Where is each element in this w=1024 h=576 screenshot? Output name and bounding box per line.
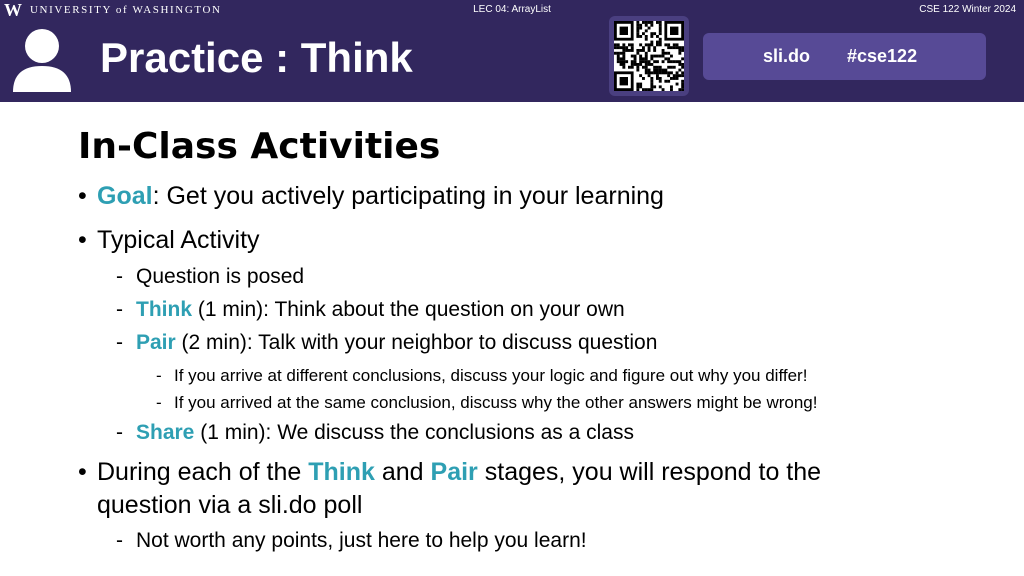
header-bar (0, 0, 1024, 102)
dash-marker: - (116, 331, 123, 354)
think-label: Think (136, 298, 192, 321)
slido-badge[interactable] (703, 33, 986, 80)
uw-wordmark: UNIVERSITY of WASHINGTON (30, 4, 222, 16)
dash-marker: - (116, 421, 123, 444)
during-text-1: During each of the (97, 458, 309, 486)
bullet-marker: • (78, 182, 87, 210)
slido-site: sli.do (763, 46, 811, 66)
sub-text-same: If you arrived at the same conclusion, discuss why the other answers might be wrong! (174, 393, 818, 412)
slide-title: Practice : Think (100, 34, 413, 81)
typical-bullet (78, 226, 260, 255)
sub-item-different (156, 366, 807, 386)
dash-marker: - (116, 298, 123, 321)
during-bullet-continued (78, 491, 362, 520)
slido-code: #cse122 (847, 46, 918, 66)
during-text-3: stages, you will respond to the (477, 458, 822, 486)
during-pair-label: Pair (430, 458, 478, 486)
share-item (116, 421, 634, 445)
notworth-item (116, 529, 587, 553)
user-avatar-icon (12, 26, 72, 92)
during-text-line2: question via a sli.do poll (97, 491, 363, 519)
think-text: (1 min): Think about the question on your own (192, 298, 625, 321)
sub-item-same (156, 393, 817, 413)
bullet-marker: • (78, 226, 87, 254)
dash-marker: - (116, 265, 123, 288)
course-title: CSE 122 Winter 2024 (919, 4, 1016, 15)
goal-text: : Get you actively participating in your learning (152, 182, 664, 210)
during-think-label: Think (308, 458, 375, 486)
pair-text: (2 min): Talk with your neighbor to discuss question (175, 331, 658, 354)
pair-label: Pair (136, 331, 176, 354)
during-text-2: and (374, 458, 431, 486)
notworth-text: Not worth any points, just here to help you learn! (136, 529, 587, 552)
question-item (116, 265, 304, 289)
lecture-title: LEC 04: ArrayList (473, 4, 551, 15)
typical-text: Typical Activity (97, 226, 260, 254)
dash-marker: - (156, 366, 162, 385)
slide-content (0, 102, 1024, 576)
section-heading: In-Class Activities (78, 126, 441, 167)
goal-label: Goal (97, 182, 153, 210)
share-text: (1 min): We discuss the conclusions as a class (194, 421, 634, 444)
dash-marker: - (156, 393, 162, 412)
uw-w-logo: W (4, 0, 22, 20)
question-text: Question is posed (136, 265, 305, 288)
think-item (116, 298, 625, 322)
goal-bullet (78, 182, 664, 211)
sub-text-different: If you arrive at different conclusions, discuss your logic and figure out why you differ! (174, 366, 808, 385)
pair-item (116, 331, 657, 355)
qr-code-icon (609, 16, 689, 96)
during-bullet (78, 458, 821, 487)
dash-marker: - (116, 529, 123, 552)
bullet-marker: • (78, 458, 87, 486)
share-label: Share (136, 421, 195, 444)
